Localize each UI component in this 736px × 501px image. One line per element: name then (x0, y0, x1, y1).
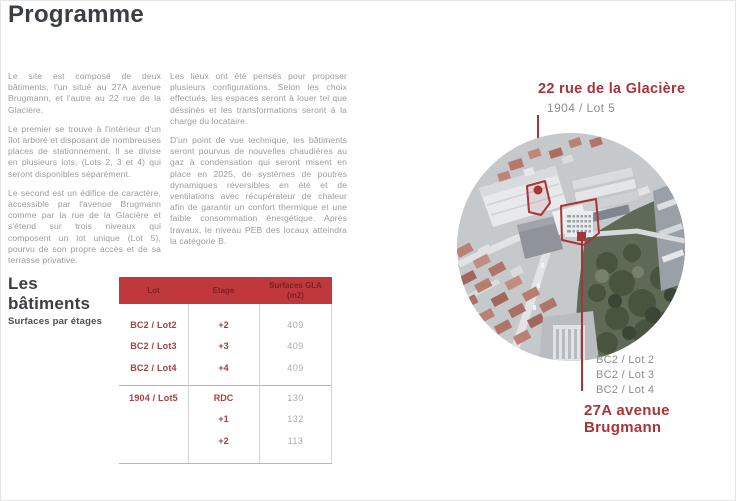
bc2-lot2-label: BC2 / Lot 2 (596, 354, 655, 366)
intro-paragraph: Le second est un édifice de caractère, accessible par l'avenue Brugmann comme par la rue de la Glacière et s'étend sur trois niveaux qui composent un lot unique (Lot 5), pourvu de son propre accès et de sa terrasse privative. (8, 187, 161, 266)
cell-surface: 130 (287, 392, 304, 403)
cell-surface: 113 (287, 435, 304, 446)
cell-lot: BC2 / Lot2 (130, 319, 177, 330)
cell-lot: BC2 / Lot3 (130, 341, 177, 352)
leader-line-bc2 (581, 237, 583, 391)
buildings-section-subtitle: Surfaces par étages (8, 316, 103, 327)
bc2-lot-labels (596, 353, 654, 399)
address-label-brugmann: 27A avenue Brugmann (584, 402, 670, 436)
table-divider (259, 304, 260, 463)
cell-etage: +2 (218, 435, 229, 446)
cell-surface: 409 (287, 341, 304, 352)
table-row (119, 387, 332, 409)
cell-lot: BC2 / Lot4 (130, 362, 177, 373)
intro-column-2 (170, 71, 347, 255)
aerial-photo-circle (457, 133, 685, 361)
table-divider (331, 304, 332, 463)
column-header-lot: Lot (147, 285, 160, 295)
intro-paragraph: D'un point de vue technique, les bâtiments seront pourvus de nouvelles chaudières au gaz à condensation qui seront misent en place en 2025, de systèmes de poutres dynamiques réversibles en été et de ventilations avec récupérateur de chaleur afin de garantir un confort thermique et une faible consommation énergétique. Après travaux, le niveau PEB des locaux atteindra la catégorie B. (170, 135, 347, 246)
column-header-etage: Etage (212, 285, 235, 295)
bc2-lot4-label: BC2 / Lot 4 (596, 384, 655, 397)
cell-etage: +3 (218, 341, 229, 352)
address-label-glaciere: 22 rue de la Glacière (538, 81, 686, 97)
cell-surface: 409 (287, 362, 304, 373)
cell-lot: 1904 / Lot5 (129, 392, 178, 403)
table-row (119, 357, 332, 379)
cell-surface: 409 (287, 319, 304, 330)
cell-surface: 132 (287, 414, 304, 425)
intro-column-1 (8, 71, 161, 274)
intro-paragraph: Le site est composé de deux bâtiments, l'un situé au 27A avenue Brugmann, et l'autre au 22 rue de la Glacière. (8, 71, 161, 115)
table-bottom-border (119, 463, 332, 464)
table-header-row (119, 277, 332, 304)
page-title: Programme (8, 1, 145, 28)
intro-paragraph: Le premier se trouve à l'intérieur d'un îlot arboré et disposant de nombreuses places de stationnement. Il se divise en plusieurs lots, (Lots 2, 3 et 4) qui seront disponibles séparément. (8, 123, 161, 179)
buildings-section-head (8, 274, 118, 327)
cell-etage: +1 (218, 414, 229, 425)
lot5-label: 1904 / Lot 5 (547, 101, 616, 115)
table-row (119, 430, 332, 452)
column-header-surfaces: Surfaces GLA (m2) (269, 281, 322, 300)
table-row (119, 314, 332, 336)
surfaces-table (119, 277, 332, 464)
table-row (119, 409, 332, 431)
lot5-marker (534, 186, 543, 195)
table-row (119, 336, 332, 358)
bc2-lot3-label: BC2 / Lot 3 (596, 369, 655, 382)
table-separator (119, 385, 332, 386)
buildings-section-title: Les bâtiments (8, 274, 91, 313)
cell-etage: +2 (218, 319, 229, 330)
intro-paragraph: Les lieux ont été pensés pour proposer plusieurs configurations. Selon les choix effectués, les espaces seront à louer tel que déssinés et les transformations seront à la charge du locataire. (170, 71, 347, 126)
cell-etage: +4 (218, 362, 229, 373)
table-group-1904 (119, 387, 332, 452)
table-group-bc2 (119, 314, 332, 379)
cell-etage: RDC (213, 392, 234, 403)
table-divider (188, 304, 189, 463)
